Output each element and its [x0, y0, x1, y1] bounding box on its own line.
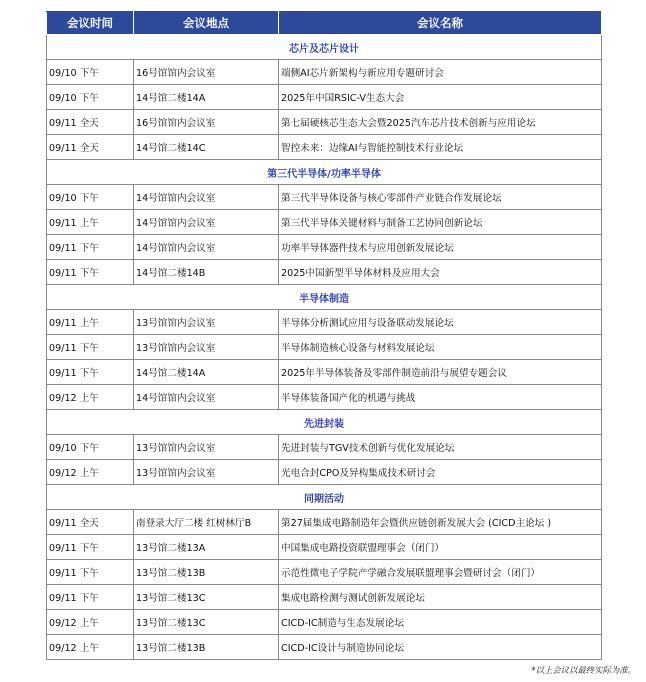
- conference-schedule-table: [46, 11, 602, 660]
- cell-time: 09/12 上午: [47, 610, 134, 635]
- cell-meeting-name: 端侧AI芯片新架构与新应用专题研讨会: [279, 60, 602, 85]
- cell-location: 13号馆二楼13B: [134, 635, 279, 660]
- cell-location: 14号馆馆内会议室: [134, 185, 279, 210]
- cell-location: 13号馆馆内会议室: [134, 435, 279, 460]
- schedule-body: [47, 35, 602, 660]
- cell-time: 09/10 下午: [47, 85, 134, 110]
- cell-meeting-name: CICD-IC设计与制造协同论坛: [279, 635, 602, 660]
- table-row: [47, 385, 602, 410]
- section-header-row: [47, 485, 602, 510]
- cell-location: 13号馆二楼13A: [134, 535, 279, 560]
- cell-location: 13号馆二楼13C: [134, 610, 279, 635]
- cell-meeting-name: 先进封装与TGV技术创新与优化发展论坛: [279, 435, 602, 460]
- header-time: 会议时间: [47, 12, 134, 35]
- cell-time: 09/11 上午: [47, 310, 134, 335]
- cell-location: 14号馆馆内会议室: [134, 235, 279, 260]
- cell-location: 14号馆二楼14B: [134, 260, 279, 285]
- table-row: [47, 435, 602, 460]
- cell-time: 09/12 上午: [47, 635, 134, 660]
- cell-time: 09/12 上午: [47, 385, 134, 410]
- table-row: [47, 335, 602, 360]
- section-title: 半导体制造: [47, 285, 602, 310]
- section-header-row: [47, 410, 602, 435]
- cell-location: 南登录大厅二楼 红树林厅B: [134, 510, 279, 535]
- cell-time: 09/11 下午: [47, 360, 134, 385]
- cell-meeting-name: 第27届集成电路制造年会暨供应链创新发展大会 (CICD主论坛 ): [279, 510, 602, 535]
- cell-meeting-name: 2025中国新型半导体材料及应用大会: [279, 260, 602, 285]
- section-title: 同期活动: [47, 485, 602, 510]
- cell-meeting-name: 中国集成电路投资联盟理事会（闭门）: [279, 535, 602, 560]
- table-row: [47, 210, 602, 235]
- cell-time: 09/11 下午: [47, 335, 134, 360]
- header-location: 会议地点: [134, 12, 279, 35]
- table-row: [47, 360, 602, 385]
- cell-meeting-name: 功率半导体器件技术与应用创新发展论坛: [279, 235, 602, 260]
- cell-location: 13号馆二楼13B: [134, 560, 279, 585]
- section-title: 第三代半导体/功率半导体: [47, 160, 602, 185]
- footnote: *以上会议以最终实际为准。: [531, 665, 636, 675]
- table-row: [47, 135, 602, 160]
- table-row: [47, 535, 602, 560]
- cell-time: 09/10 下午: [47, 185, 134, 210]
- cell-location: 14号馆二楼14A: [134, 360, 279, 385]
- table-row: [47, 235, 602, 260]
- table-row: [47, 460, 602, 485]
- cell-location: 14号馆馆内会议室: [134, 210, 279, 235]
- cell-location: 13号馆二楼13C: [134, 585, 279, 610]
- cell-time: 09/11 下午: [47, 560, 134, 585]
- cell-meeting-name: 2025年中国RSIC-V生态大会: [279, 85, 602, 110]
- cell-meeting-name: 半导体装备国产化的机遇与挑战: [279, 385, 602, 410]
- section-header-row: [47, 160, 602, 185]
- cell-meeting-name: 2025年半导体装备及零部件制造前沿与展望专题会议: [279, 360, 602, 385]
- cell-location: 13号馆馆内会议室: [134, 335, 279, 360]
- cell-time: 09/11 下午: [47, 235, 134, 260]
- cell-time: 09/11 下午: [47, 535, 134, 560]
- cell-meeting-name: 第七届硬核芯生态大会暨2025汽车芯片技术创新与应用论坛: [279, 110, 602, 135]
- section-title: 芯片及芯片设计: [47, 35, 602, 60]
- cell-time: 09/12 上午: [47, 460, 134, 485]
- cell-meeting-name: 半导体分析测试应用与设备联动发展论坛: [279, 310, 602, 335]
- cell-time: 09/11 上午: [47, 210, 134, 235]
- cell-meeting-name: 第三代半导体关键材料与制备工艺协同创新论坛: [279, 210, 602, 235]
- cell-meeting-name: 半导体制造核心设备与材料发展论坛: [279, 335, 602, 360]
- cell-meeting-name: CICD-IC制造与生态发展论坛: [279, 610, 602, 635]
- table-row: [47, 635, 602, 660]
- cell-location: 16号馆馆内会议室: [134, 60, 279, 85]
- table-row: [47, 585, 602, 610]
- cell-time: 09/11 全天: [47, 135, 134, 160]
- section-title: 先进封装: [47, 410, 602, 435]
- table-row: [47, 560, 602, 585]
- cell-meeting-name: 集成电路检测与测试创新发展论坛: [279, 585, 602, 610]
- cell-location: 14号馆二楼14A: [134, 85, 279, 110]
- cell-location: 16号馆馆内会议室: [134, 110, 279, 135]
- table-row: [47, 610, 602, 635]
- section-header-row: [47, 35, 602, 60]
- table-row: [47, 310, 602, 335]
- section-header-row: [47, 285, 602, 310]
- cell-time: 09/11 下午: [47, 585, 134, 610]
- cell-time: 09/10 下午: [47, 435, 134, 460]
- cell-location: 14号馆二楼14C: [134, 135, 279, 160]
- cell-location: 13号馆馆内会议室: [134, 460, 279, 485]
- cell-meeting-name: 智控未来：边缘AI与智能控制技术行业论坛: [279, 135, 602, 160]
- table-row: [47, 60, 602, 85]
- cell-meeting-name: 光电合封CPO及异构集成技术研讨会: [279, 460, 602, 485]
- table-row: [47, 110, 602, 135]
- cell-time: 09/11 下午: [47, 260, 134, 285]
- table-row: [47, 185, 602, 210]
- table-row: [47, 510, 602, 535]
- cell-meeting-name: 示范性微电子学院产学融合发展联盟理事会暨研讨会（闭门）: [279, 560, 602, 585]
- cell-time: 09/10 下午: [47, 60, 134, 85]
- cell-time: 09/11 全天: [47, 110, 134, 135]
- cell-location: 13号馆馆内会议室: [134, 310, 279, 335]
- header-row: [47, 12, 602, 35]
- cell-time: 09/11 全天: [47, 510, 134, 535]
- header-name: 会议名称: [279, 12, 602, 35]
- cell-location: 14号馆馆内会议室: [134, 385, 279, 410]
- cell-meeting-name: 第三代半导体设备与核心零部件产业链合作发展论坛: [279, 185, 602, 210]
- table-row: [47, 260, 602, 285]
- table-row: [47, 85, 602, 110]
